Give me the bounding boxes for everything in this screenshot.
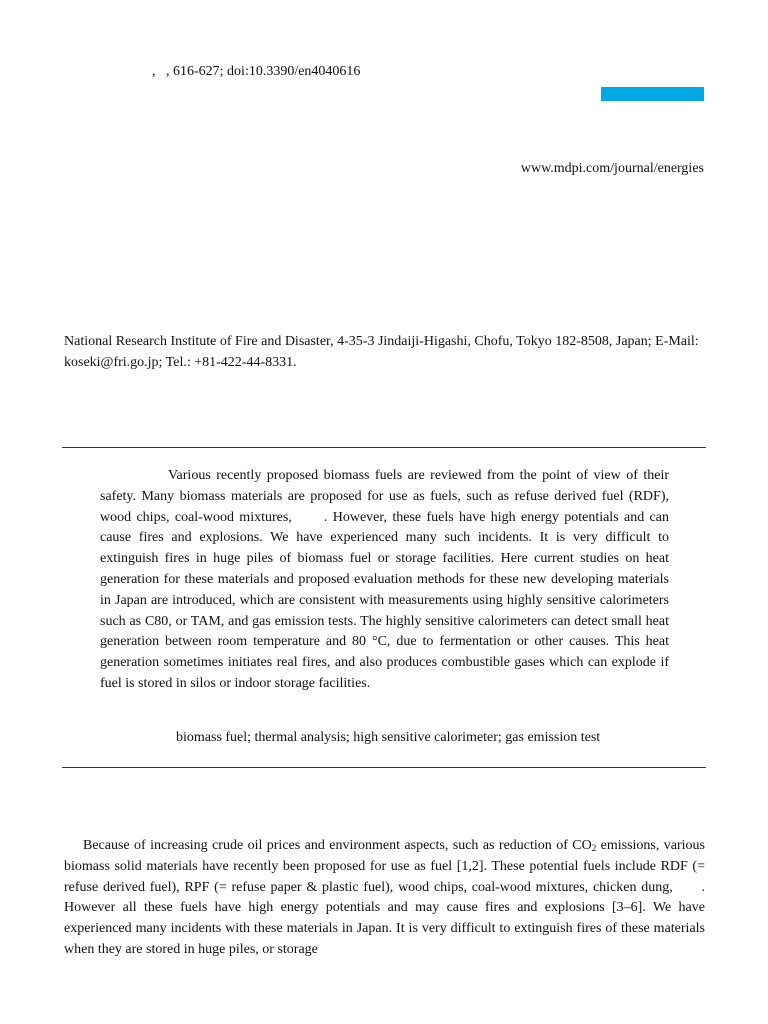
intro-part-1: Because of increasing crude oil prices and environment aspects, such as reduction of CO [83,838,592,853]
divider-top [62,447,706,448]
citation-line: , , 616-627; doi:10.3390/en4040616 [152,64,361,79]
introduction-paragraph [64,836,709,961]
keywords-text: biomass fuel; thermal analysis; high sensitive calorimeter; gas emission test [176,730,601,745]
divider-bottom [62,767,706,768]
journal-badge [601,87,704,101]
abstract-text: Various recently proposed biomass fuels are reviewed from the point of view of their safety. Many biomass materials are proposed for use as fuels, such as refuse derived fuel (RDF), wood chips, coal-wood mixtures, . However, these fuels have high energy potentials and can cause fires and explosions. We have experienced many such incidents. It is very difficult to extinguish fires in huge piles of biomass fuel or storage facilities. Here current studies on heat generation for these materials and proposed evaluation methods for these new developing materials in Japan are introduced, which are consistent with measurements using highly sensitive calorimeters such as C80, or TAM, and gas emission tests. The highly sensitive calorimeters can detect small heat generation between room temperature and 80 °C, due to fermentation or other causes. This heat generation sometimes initiates real fires, and also produces combustible gases which can explode if fuel is stored in silos or indoor storage facilities. [100,468,673,691]
intro-part-2: emissions, various biomass solid materials have recently been proposed for use as fuel [1,2]. These potential fuels include RDF (= refuse derived fuel), RPF (= refuse paper & plastic fuel), wood chips, coal-wood mixtures, chicken dung, . However all these fuels have high energy potentials and may cause fires and explosions [3–6]. We have experienced many incidents with these materials in Japan. It is very difficult to extinguish fires of these materials when they are stored in huge piles, or storage [64,838,709,957]
co2-subscript: 2 [591,843,597,853]
journal-url[interactable]: www.mdpi.com/journal/energies [520,161,704,176]
author-affiliation: National Research Institute of Fire and Disaster, 4-35-3 Jindaiji-Higashi, Chofu, Tokyo 182-8508, Japan; E-Mail: koseki@fri.go.jp; Tel.: +81-422-44-8331. [64,334,699,370]
